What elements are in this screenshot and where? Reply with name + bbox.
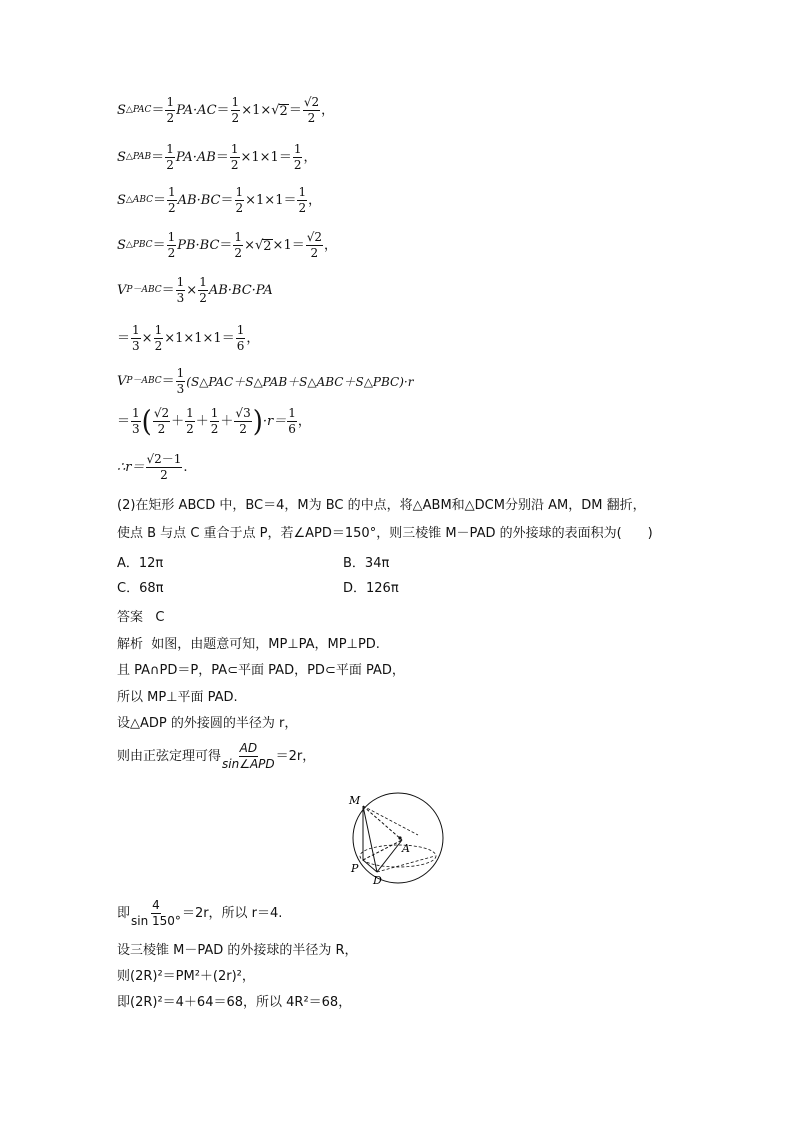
- option-c[interactable]: C．68π: [117, 581, 164, 596]
- sphere-tetrahedron-figure: [345, 790, 450, 890]
- frac-den: 2: [298, 201, 307, 215]
- analysis-text: ＝2r，所以 r＝4.: [181, 906, 283, 921]
- label-p: P: [351, 862, 359, 875]
- frac-den: sin 150°: [131, 914, 181, 928]
- frac-den: 6: [288, 422, 296, 436]
- label-d: D: [373, 874, 382, 887]
- analysis-line-6: [117, 899, 282, 928]
- sphere-outline: [353, 793, 443, 883]
- sphere-equator: [360, 845, 436, 867]
- question-line-1: (2)在矩形 ABCD 中，BC＝4，M为 BC 的中点，将△ABM和△DCM分别沿 AM，DM 翻折，: [117, 498, 646, 513]
- formula-term: ×1×1: [245, 193, 284, 208]
- frac-den: 2: [293, 158, 302, 172]
- frac-num: AD: [239, 741, 258, 755]
- subscript: P－ABC: [126, 376, 162, 386]
- analysis-text: ＝2r，: [275, 749, 316, 764]
- formula-area-pbc: S △PBC ＝ $\frac{1}{2}$ PB·BC ＝ $\frac{1}{2}$ × √ 2 ×1 ＝ $\frac{√2}{2}$ ，: [117, 230, 338, 260]
- formula-term: ×1×: [241, 103, 272, 118]
- formula-radius-equation: ＝ $\frac{1}{3}$ ( $\frac{√2}{2}$ ＋ $\frac{1}{2}$ ＋ $\frac{1}{2}$ ＋ $\frac{√3}{2}$ ) ·r＝ $\frac{1}{6}$ ，: [117, 405, 311, 438]
- frac-den: 2: [160, 468, 168, 482]
- formula-term: (S△PAC＋S△PAB＋S△ABC＋S△PBC)·r: [186, 374, 414, 389]
- formula-area-pac: S △PAC ＝ $\frac{1}{2}$ PA·AC ＝ $\frac{1}{2}$ ×1× √ 2 ＝ $\frac{√2}{2}$ ，: [117, 95, 335, 125]
- analysis-text: 则由正弦定理可得: [117, 749, 222, 764]
- frac-den: 2: [310, 246, 319, 260]
- frac-num: 1: [288, 406, 296, 420]
- analysis-line-1: [117, 638, 380, 651]
- frac-num: 1: [298, 185, 307, 199]
- sqrt-arg: 2: [263, 238, 272, 254]
- formula-volume-sum: V P－ABC ＝ $\frac{1}{3}$ (S△PAC＋S△PAB＋S△ABC＋S△PBC)·r: [117, 366, 414, 396]
- frac-num: √2: [306, 230, 323, 244]
- analysis-line-5: [117, 742, 315, 771]
- formula-volume-def: V P－ABC ＝ $\frac{1}{3}$ × $\frac{1}{2}$ AB·BC·PA: [117, 275, 273, 305]
- formula-term: ∴r＝: [117, 460, 145, 475]
- frac-den: 6: [236, 339, 245, 353]
- subscript: △PAB: [125, 152, 152, 162]
- edge-mo: [363, 806, 418, 835]
- option-d[interactable]: D．126π: [343, 581, 399, 596]
- formula-term: AB·BC·PA: [208, 283, 273, 298]
- frac-den: sin∠APD: [222, 757, 275, 771]
- sphere-center-dot: [398, 836, 401, 839]
- analysis-line-4: 设△ADP 的外接圆的半径为 r，: [117, 716, 298, 731]
- formula-term: PA·AB: [175, 150, 216, 165]
- subscript: △PBC: [125, 240, 153, 250]
- edge-dq: [377, 856, 435, 872]
- formula-area-abc: S △ABC ＝ $\frac{1}{2}$ AB·BC ＝ $\frac{1}{2}$ ×1×1 ＝ $\frac{1}{2}$ ，: [117, 185, 322, 215]
- label-a: A: [402, 842, 410, 855]
- formula-term: PB·BC: [177, 238, 220, 253]
- option-a[interactable]: A．12π: [117, 556, 164, 571]
- formula-volume-value: ＝ $\frac{1}{3}$ × $\frac{1}{2}$ ×1×1×1 ＝ $\frac{1}{6}$ ，: [117, 323, 260, 353]
- frac-num: 1: [236, 323, 245, 337]
- answer-line: [117, 611, 165, 624]
- subscript: △ABC: [125, 195, 153, 205]
- frac-num: √2－1: [146, 452, 182, 466]
- frac-num: 1: [293, 142, 302, 156]
- formula-term: AB·BC: [177, 193, 221, 208]
- formula-radius-result: ∴r＝ $\frac{√2-1}{2}$ .: [117, 452, 188, 482]
- analysis-line-7: 设三棱锥 M－PAD 的外接球的半径为 R，: [117, 943, 358, 958]
- formula-term: ×1: [272, 238, 292, 253]
- frac-den: 2: [307, 111, 316, 125]
- analysis-text: 如图，由题意可知，MP⊥PA，MP⊥PD.: [151, 637, 380, 652]
- analysis-line-9: 即(2R)²＝4＋64＝68，所以 4R²＝68，: [117, 995, 352, 1010]
- formula-term: ×1×1: [240, 150, 279, 165]
- formula-term: ×1×1×1: [164, 331, 222, 346]
- answer-value: C: [155, 610, 165, 625]
- analysis-text: 即: [117, 906, 131, 921]
- subscript: P－ABC: [126, 285, 162, 295]
- sqrt-arg: 2: [279, 103, 288, 119]
- answer-label: 答案: [117, 610, 144, 625]
- question-line-2: 使点 B 与点 C 重合于点 P，若∠APD＝150°，则三棱锥 M－PAD 的外接球的表面积为( ): [117, 526, 653, 541]
- analysis-line-8: 则(2R)²＝PM²＋(2r)²，: [117, 969, 255, 984]
- formula-area-pab: S △PAB ＝ $\frac{1}{2}$ PA·AB ＝ $\frac{1}{2}$ ×1×1 ＝ $\frac{1}{2}$ ，: [117, 142, 317, 172]
- analysis-label: 解析: [117, 637, 144, 652]
- subscript: △PAC: [125, 105, 152, 115]
- frac-num: √2: [303, 95, 320, 109]
- frac-num: 4: [152, 898, 160, 912]
- formula-term: ×: [244, 238, 255, 253]
- edge-pa: [363, 840, 402, 860]
- option-b[interactable]: B．34π: [343, 556, 390, 571]
- label-m: M: [349, 794, 361, 807]
- formula-term: ·r＝: [262, 414, 287, 429]
- analysis-line-3: 所以 MP⊥平面 PAD.: [117, 690, 238, 705]
- analysis-line-2: 且 PA∩PD＝P，PA⊂平面 PAD，PD⊂平面 PAD，: [117, 663, 405, 678]
- formula-term: PA·AC: [176, 103, 217, 118]
